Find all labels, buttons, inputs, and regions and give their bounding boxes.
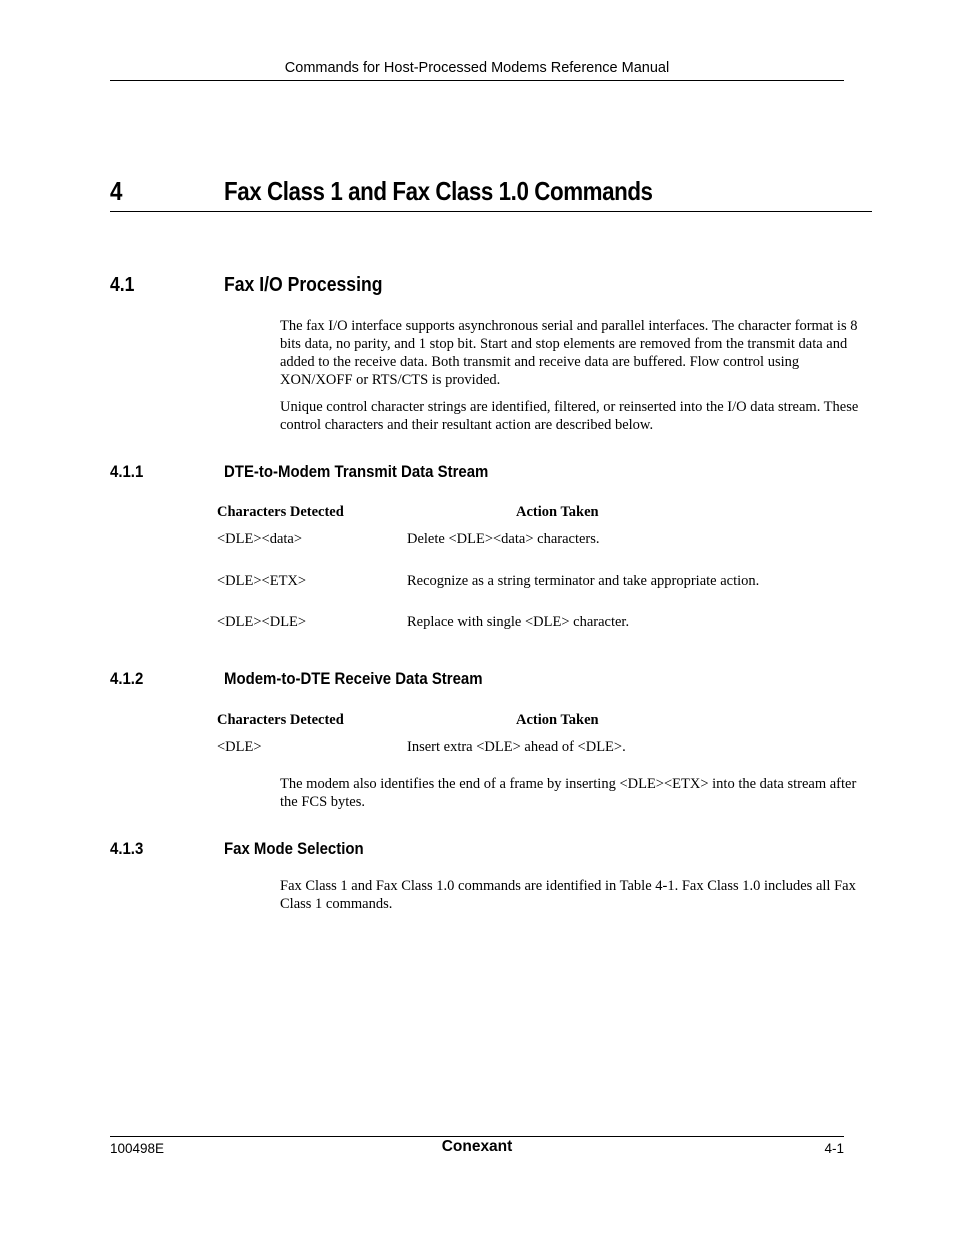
chapter-divider xyxy=(110,211,872,212)
section-4-1-2-title: Modem-to-DTE Receive Data Stream xyxy=(224,669,483,688)
section-4-1-paragraph-2: Unique control character strings are identified, filtered, or reinserted into the I/O data stream. These control characters and their resultant action are described below. xyxy=(280,399,859,433)
table-1-row-3-action: Replace with single <DLE> character. xyxy=(407,614,630,630)
footer-doc-number: 100498E xyxy=(110,1141,165,1156)
table-1-row-1-action: Delete <DLE><data> characters. xyxy=(407,531,600,547)
section-4-1-paragraph-1: The fax I/O interface supports asynchronous serial and parallel interfaces. The character format is 8 bits data, no parity, and 1 stop bit. Start and stop elements are removed from the transmit data and added to the receive data. Both transmit and receive data are buffered. Flow control using XON/XOFF or RTS/CTS is provided. xyxy=(280,318,858,388)
table-1-row-2-action: Recognize as a string terminator and take appropriate action. xyxy=(407,573,760,589)
table-1-row-3-characters: <DLE><DLE> xyxy=(217,614,307,630)
section-4-1-number: 4.1 xyxy=(110,274,135,296)
table-1-row-1-characters: <DLE><data> xyxy=(217,531,303,547)
footer-page-number: 4-1 xyxy=(824,1141,844,1156)
table-2-header-action: Action Taken xyxy=(516,712,599,728)
table-1-header-action: Action Taken xyxy=(516,504,599,520)
section-4-1-1-number: 4.1.1 xyxy=(110,462,144,481)
table-2-row-1-characters: <DLE> xyxy=(217,739,262,755)
chapter-number: 4 xyxy=(110,176,123,206)
section-4-1-2-paragraph: The modem also identifies the end of a frame by inserting <DLE><ETX> into the data stream after the FCS bytes. xyxy=(280,776,857,810)
section-4-1-1-title: DTE-to-Modem Transmit Data Stream xyxy=(224,462,489,481)
section-4-1-2-number: 4.1.2 xyxy=(110,669,144,688)
table-2-header-characters: Characters Detected xyxy=(217,712,344,728)
running-header: Commands for Host-Processed Modems Reference Manual xyxy=(284,60,670,76)
section-4-1-3-paragraph: Fax Class 1 and Fax Class 1.0 commands are identified in Table 4-1. Fax Class 1.0 includes all Fax Class 1 commands. xyxy=(280,878,856,912)
footer-divider xyxy=(110,1136,844,1137)
table-1-row-2-characters: <DLE><ETX> xyxy=(217,573,307,589)
chapter-title: Fax Class 1 and Fax Class 1.0 Commands xyxy=(224,176,653,206)
header-divider xyxy=(110,80,844,81)
section-4-1-3-title: Fax Mode Selection xyxy=(224,839,364,858)
section-4-1-title: Fax I/O Processing xyxy=(224,274,383,296)
table-2-row-1-action: Insert extra <DLE> ahead of <DLE>. xyxy=(407,739,626,755)
section-4-1-3-number: 4.1.3 xyxy=(110,839,144,858)
table-1-header-characters: Characters Detected xyxy=(217,504,344,520)
footer-company: Conexant xyxy=(441,1138,513,1155)
